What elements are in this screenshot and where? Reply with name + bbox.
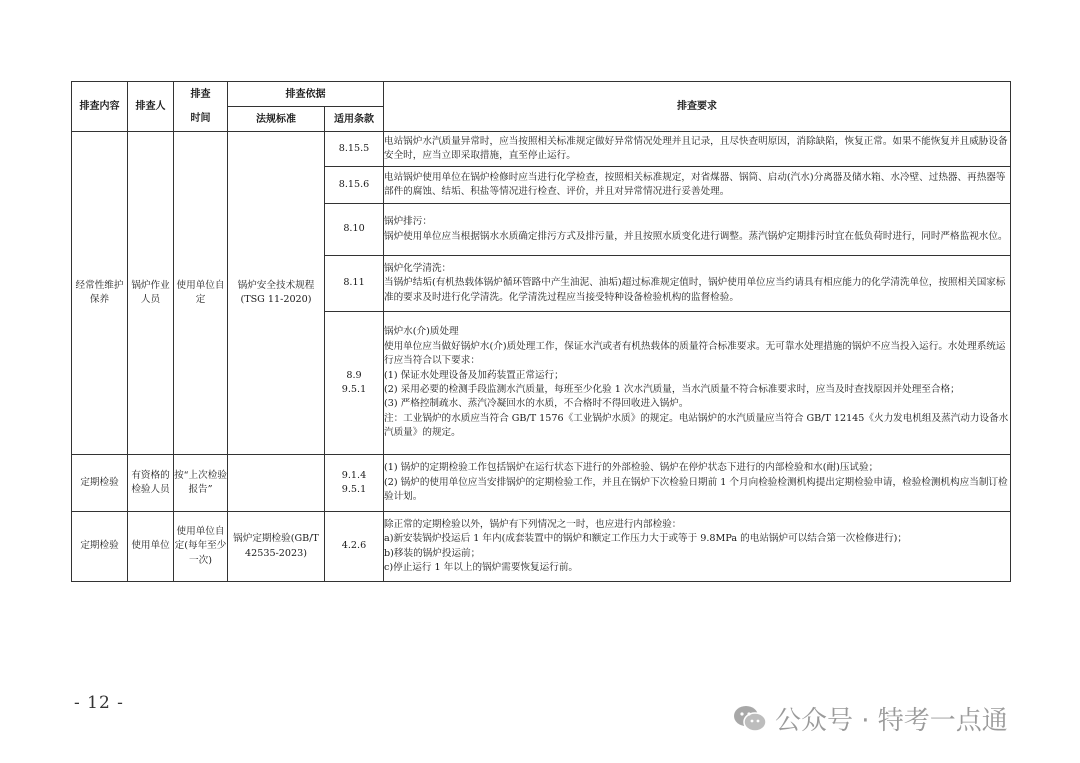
time-cell: 按“上次检验报告” bbox=[174, 455, 228, 512]
requirement-line: 锅炉排污： bbox=[384, 216, 432, 228]
requirement-line: (2) 锅炉的使用单位应当安排锅炉的定期检验工作，并且在锅炉下次检验日期前 1 个月向检验检测机构提出定期检验申请，检验检测机构应当制订检验计划。 bbox=[384, 476, 1008, 503]
requirement-line: 除正常的定期检验以外，锅炉有下列情况之一时，也应进行内部检验： bbox=[384, 518, 682, 530]
requirement-line: (1) 保证水处理设备及加药装置正常运行； bbox=[384, 369, 564, 381]
header-person: 排查人 bbox=[128, 82, 174, 132]
clause-cell: 8.15.6 bbox=[325, 167, 384, 204]
clause-line: 9.5.1 bbox=[341, 484, 367, 495]
requirement-cell bbox=[384, 455, 1011, 512]
wechat-icon bbox=[733, 704, 767, 734]
regulation-cell bbox=[228, 455, 325, 512]
header-requirement: 排查要求 bbox=[384, 82, 1011, 132]
requirement-line: c)停止运行 1 年以上的锅炉需要恢复运行前。 bbox=[384, 561, 579, 573]
requirement-cell bbox=[384, 204, 1011, 256]
content-cell: 定期检验 bbox=[72, 455, 128, 512]
header-content: 排查内容 bbox=[72, 82, 128, 132]
time-cell: 使用单位自定 bbox=[174, 132, 228, 455]
requirement-line: 当锅炉结垢(有机热载体锅炉循环管路中产生油泥、油垢)超过标准规定值时，锅炉使用单位应当约请具有相应能力的化学清洗单位，按照相关国家标准的要求及时进行化学清洗。化学清洗过程应当接受特种设备检验机构的监督检验。 bbox=[384, 277, 1006, 303]
clause-line: 9.5.1 bbox=[341, 384, 367, 395]
regulation-cell: 锅炉定期检验(GB/T 42535-2023) bbox=[228, 512, 325, 582]
clause-cell: 8.11 bbox=[325, 256, 384, 312]
requirement-cell bbox=[384, 512, 1011, 582]
requirement-cell bbox=[384, 132, 1011, 167]
content-cell: 经常性维护保养 bbox=[72, 132, 128, 455]
requirement-cell bbox=[384, 256, 1011, 312]
watermark-text: 公众号 · 特考一点通 bbox=[775, 706, 1008, 736]
person-cell: 使用单位 bbox=[128, 512, 174, 582]
watermark bbox=[733, 700, 1008, 737]
header-basis: 排查依据 bbox=[228, 82, 384, 107]
header-time-line2: 时间 bbox=[174, 107, 228, 132]
clause-cell: 4.2.6 bbox=[325, 512, 384, 582]
header-regulation: 法规标准 bbox=[228, 107, 325, 132]
person-cell: 有资格的检验人员 bbox=[128, 455, 174, 512]
requirement-line: 注：工业锅炉的水质应当符合 GB/T 1576《工业锅炉水质》的规定。电站锅炉的水汽质量应当符合 GB/T 12145《火力发电机组及蒸汽动力设备水汽质量》的规定。 bbox=[384, 412, 1009, 439]
requirement-line: 电站锅炉水汽质量异常时，应当按照相关标准规定做好异常情况处理并且记录，且尽快查明原因，消除缺陷，恢复正常。如果不能恢复并且威胁设备安全时，应当立即采取措施，直至停止运行。 bbox=[384, 135, 1008, 161]
requirement-line: a)新安装锅炉投运后 1 年内(成套装置中的锅炉和额定工作压力大于或等于 9.8MPa 的电站锅炉可以结合第一次检修进行)； bbox=[384, 533, 907, 545]
requirement-line: 锅炉使用单位应当根据锅水水质确定排污方式及排污量，并且按照水质变化进行调整。蒸汽锅炉定期排污时宜在低负荷时进行，同时严格监视水位。 bbox=[384, 230, 1008, 242]
clause-cell bbox=[325, 312, 384, 455]
content-cell: 定期检验 bbox=[72, 512, 128, 582]
table-row bbox=[72, 132, 1011, 167]
table-row bbox=[72, 512, 1011, 582]
table-row bbox=[72, 455, 1011, 512]
requirement-cell bbox=[384, 167, 1011, 204]
requirement-line: 电站锅炉使用单位在锅炉检修时应当进行化学检查，按照相关标准规定，对省煤器、锅筒、启动(汽水)分离器及储水箱、水冷壁、过热器、再热器等部件的腐蚀、结垢、积盐等情况进行检查、评价，并且对异常情况进行妥善处理。 bbox=[384, 171, 1006, 197]
clause-cell bbox=[325, 455, 384, 512]
requirement-line: 锅炉化学清洗： bbox=[384, 262, 452, 274]
clause-cell: 8.15.5 bbox=[325, 132, 384, 167]
requirement-line: (1) 锅炉的定期检验工作包括锅炉在运行状态下进行的外部检验、锅炉在停炉状态下进行的内部检验和水(耐)压试验； bbox=[384, 462, 879, 474]
clause-cell: 8.10 bbox=[325, 204, 384, 256]
requirement-line: 使用单位应当做好锅炉水(介)质处理工作，保证水汽或者有机热载体的质量符合标准要求。无可靠水处理措施的锅炉不应当投入运行。水处理系统运行应当符合以下要求： bbox=[384, 340, 1006, 367]
requirement-cell bbox=[384, 312, 1011, 455]
requirement-line: 锅炉水(介)质处理 bbox=[384, 326, 459, 338]
requirement-line: (3) 严格控制疏水、蒸汽冷凝回水的水质，不合格时不得回收进入锅炉。 bbox=[384, 398, 689, 410]
regulation-cell: 锅炉安全技术规程(TSG 11-2020) bbox=[228, 132, 325, 455]
time-cell: 使用单位自定(每年至少一次) bbox=[174, 512, 228, 582]
requirement-line: (2) 采用必要的检测手段监测水汽质量，每班至少化验 1 次水汽质量，当水汽质量不符合标准要求时，应当及时查找原因并处理至合格； bbox=[384, 384, 960, 395]
person-cell: 锅炉作业人员 bbox=[128, 132, 174, 455]
header-clause: 适用条款 bbox=[325, 107, 384, 132]
page-number: - 12 - bbox=[74, 693, 124, 713]
header-time-line1: 排查 bbox=[174, 82, 228, 107]
inspection-table bbox=[71, 81, 1011, 582]
clause-line: 9.1.4 bbox=[341, 469, 367, 481]
requirement-line: b)移装的锅炉投运前； bbox=[384, 547, 481, 559]
clause-line: 8.9 bbox=[346, 369, 362, 381]
